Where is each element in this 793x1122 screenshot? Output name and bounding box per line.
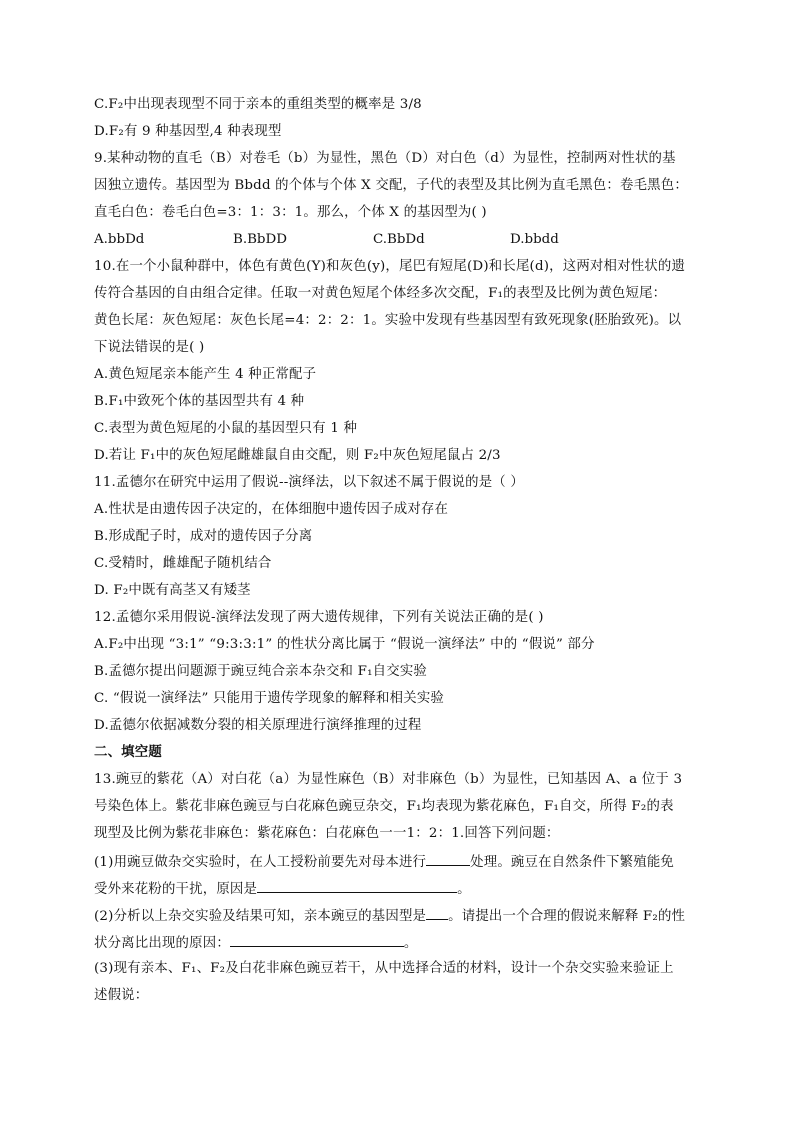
- section-title: 二、填空题: [94, 745, 162, 760]
- q11-stem: 11.孟德尔在研究中运用了假说--演绎法，以下叙述不属于假说的是（ ）: [94, 475, 524, 490]
- q13-part1-text-d: 。: [457, 882, 471, 897]
- q9-stem-line-2: 因独立遗传。基因型为 Bbdd 的个体与个体 X 交配，子代的表型及其比例为直毛黑色：卷毛黑色：: [94, 178, 688, 193]
- q13-part2-text-c: 状分离比出现的原因：: [94, 936, 230, 951]
- q10-stem-line-4: 下说法错误的是( ): [94, 340, 205, 355]
- answer-blank-3[interactable]: [426, 906, 448, 920]
- q8-option-d: D.F₂有 9 种基因型,4 种表现型: [94, 124, 282, 139]
- q12-option-d: D.孟德尔依据减数分裂的相关原理进行演绎推理的过程: [94, 718, 422, 733]
- q9-stem-line-1: 9.某种动物的直毛（B）对卷毛（b）为显性，黑色（D）对白色（d）为显性，控制两对性状的基: [94, 151, 676, 166]
- q12-stem: 12.孟德尔采用假说-演绎法发现了两大遗传规律，下列有关说法正确的是( ): [94, 610, 544, 625]
- q10-option-a: A.黄色短尾亲本能产生 4 种正常配子: [94, 367, 317, 382]
- q9-option-d: D.bbdd: [510, 232, 559, 247]
- q11-option-d: D. F₂中既有高茎又有矮茎: [94, 583, 251, 598]
- q13-stem-line-2: 号染色体上。紫花非麻色豌豆与白花麻色豌豆杂交，F₁均表现为紫花麻色，F₁自交，所得 F₂的表: [94, 799, 674, 814]
- q13-part1-text-a: (1)用豌豆做杂交实验时，在人工授粉前要先对母本进行: [94, 855, 427, 870]
- q13-part1-line-1: [94, 852, 674, 872]
- q10-option-b: B.F₁中致死个体的基因型共有 4 种: [94, 394, 305, 409]
- q10-option-d: D.若让 F₁中的灰色短尾雌雄鼠自由交配，则 F₂中灰色短尾鼠占 2/3: [94, 448, 501, 463]
- q12-option-a: A.F₂中出现 “3:1” “9:3:3:1” 的性状分离比属于 “假说一演绎法” 中的 “假说” 部分: [94, 637, 595, 652]
- q11-option-b: B.形成配子时，成对的遗传因子分离: [94, 529, 313, 544]
- q12-option-c: C. “假说一演绎法” 只能用于遗传学现象的解释和相关实验: [94, 691, 445, 706]
- q13-part1-text-c: 受外来花粉的干扰，原因是: [94, 882, 258, 897]
- q13-part2-line-1: [94, 906, 685, 926]
- q13-part2-text-b: 。请提出一个合理的假说来解释 F₂的性: [448, 909, 686, 924]
- q13-part1-text-b: 处理。豌豆在自然条件下繁殖能免: [470, 855, 675, 870]
- answer-blank-1[interactable]: [426, 852, 470, 866]
- q10-stem-line-2: 传符合基因的自由组合定律。任取一对黄色短尾个体经多次交配，F₁的表型及比例为黄色短尾：: [94, 286, 667, 301]
- q13-part3-line-2: 述假说：: [94, 988, 149, 1003]
- q13-part2-text-d: 。: [403, 936, 418, 951]
- q11-option-a: A.性状是由遗传因子决定的，在体细胞中遗传因子成对存在: [94, 502, 449, 517]
- q13-stem-line-3: 现型及比例为紫花非麻色：紫花麻色：白花麻色一一1：2：1.回答下列问题：: [94, 826, 560, 841]
- q11-option-c: C.受精时，雌雄配子随机结合: [94, 556, 272, 571]
- answer-blank-4[interactable]: [230, 933, 404, 947]
- q13-part3-line-1: (3)现有亲本、F₁、F₂及白花非麻色豌豆若干，从中选择合适的材料，设计一个杂交实验来验证上: [94, 961, 674, 976]
- q13-part2-text-a: (2)分析以上杂交实验及结果可知，亲本豌豆的基因型是: [94, 909, 427, 924]
- q10-stem-line-3: 黄色长尾：灰色短尾：灰色长尾=4：2：2：1。实验中发现有些基因型有致死现象(胚胎致死)。以: [94, 313, 682, 328]
- q13-part2-line-2: [94, 933, 418, 953]
- q9-option-a: A.bbDd: [94, 232, 145, 247]
- q13-part1-line-2: [94, 879, 471, 899]
- q12-option-b: B.孟德尔提出问题源于豌豆纯合亲本杂交和 F₁自交实验: [94, 664, 428, 679]
- q10-option-c: C.表型为黄色短尾的小鼠的基因型只有 1 种: [94, 421, 358, 436]
- answer-blank-2[interactable]: [257, 879, 457, 893]
- q9-stem-line-3: 直毛白色：卷毛白色=3：1：3：1。那么，个体 X 的基因型为( ): [94, 205, 487, 220]
- q9-option-b: B.BbDD: [233, 232, 287, 247]
- q10-stem-line-1: 10.在一个小鼠种群中，体色有黄色(Y)和灰色(y)，尾巴有短尾(D)和长尾(d)，这两对相对性状的遗: [94, 259, 686, 274]
- q13-stem-line-1: 13.豌豆的紫花（A）对白花（a）为显性麻色（B）对非麻色（b）为显性，已知基因 A、a 位于 3: [94, 772, 683, 787]
- q9-option-c: C.BbDd: [373, 232, 425, 247]
- q8-option-c: C.F₂中出现表现型不同于亲本的重组类型的概率是 3/8: [94, 97, 422, 112]
